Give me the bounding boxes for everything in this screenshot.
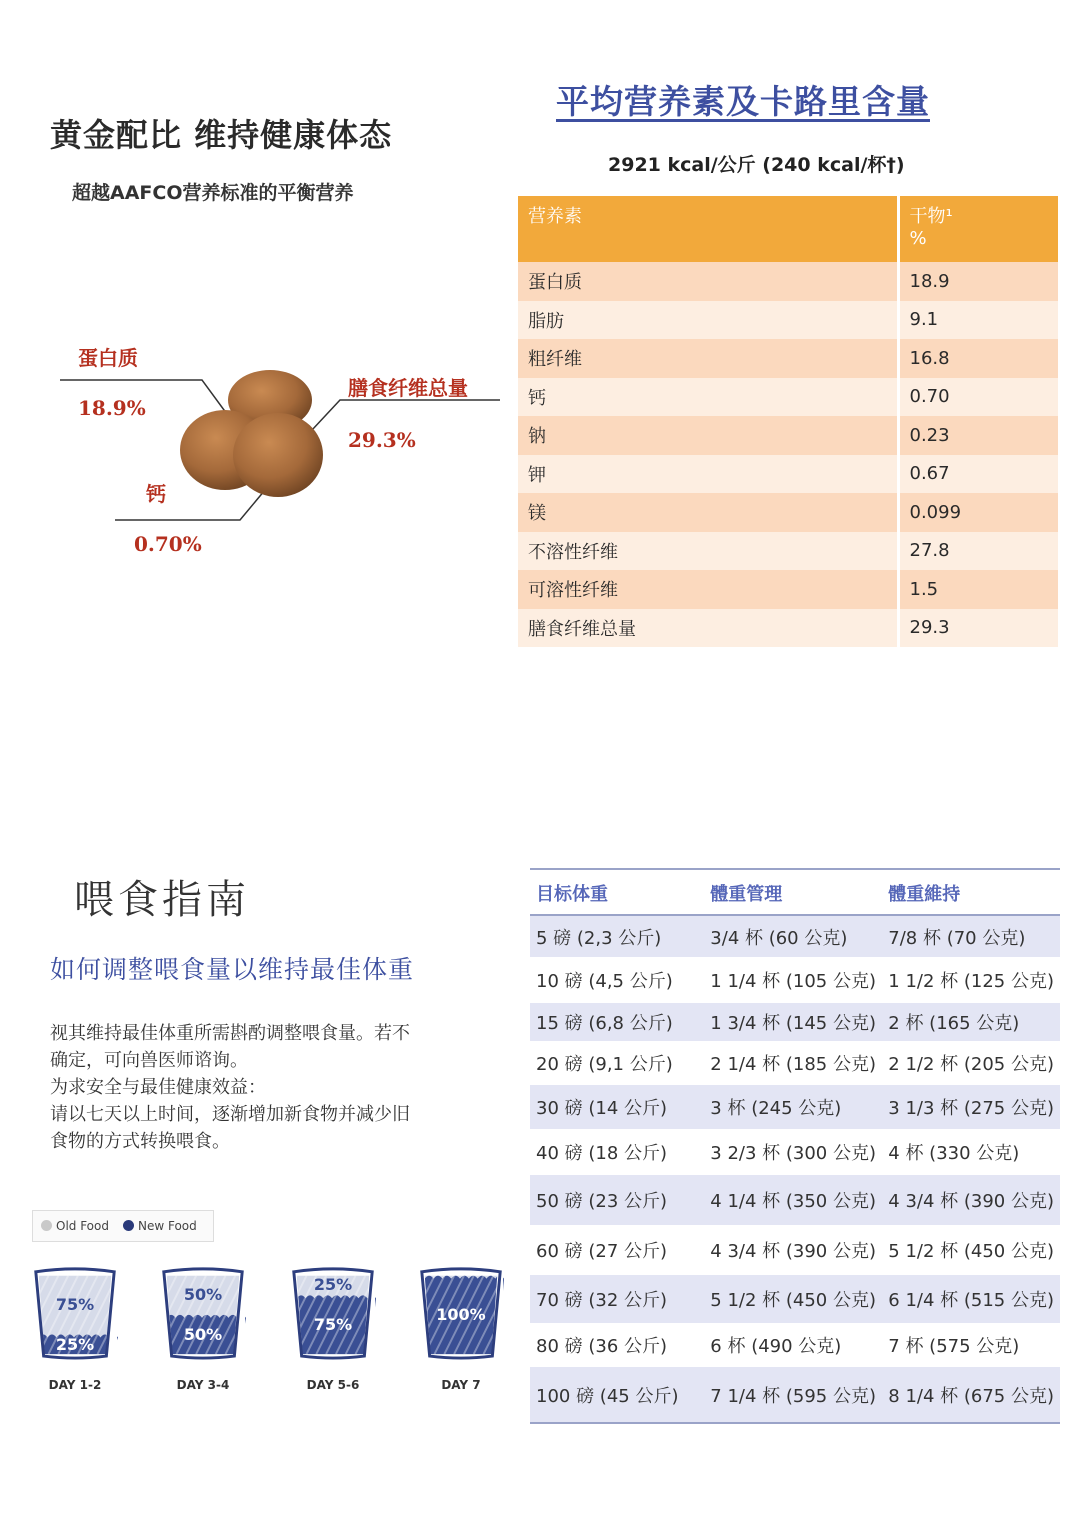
callout-fiber-label: 膳食纤维总量 (348, 376, 468, 400)
nutrient-section-title: 平均营养素及卡路里含量 (556, 82, 930, 121)
weight-management-cell: 1 3/4 杯 (145 公克) (704, 1003, 882, 1041)
transition-bowl-group (290, 1262, 376, 1392)
nutrient-name: 钙 (518, 378, 898, 417)
weight-management-cell: 5 1/2 杯 (450 公克) (704, 1275, 882, 1323)
nutrient-name: 不溶性纤维 (518, 532, 898, 571)
nutrient-name: 镁 (518, 493, 898, 532)
weight-maintenance-cell: 3 1/3 杯 (275 公克) (882, 1085, 1060, 1129)
weight-management-cell: 4 1/4 杯 (350 公克) (704, 1175, 882, 1225)
section-subtitle-aafco: 超越AAFCO营养标准的平衡营养 (72, 182, 354, 204)
dry-matter-header-line2: % (909, 228, 927, 249)
day-label: DAY 1-2 (48, 1378, 102, 1392)
feeding-row (530, 1275, 1060, 1323)
nutrient-value: 0.70 (898, 378, 1058, 417)
nutrient-value: 9.1 (898, 301, 1058, 340)
day-label: DAY 3-4 (176, 1378, 230, 1392)
target-weight-cell: 10 磅 (4,5 公斤) (536, 971, 673, 992)
feeding-row (530, 915, 1060, 957)
feeding-guide-instructions (50, 1020, 510, 1155)
nutrient-row (518, 609, 1058, 648)
weight-maintenance-cell: 2 1/2 杯 (205 公克) (888, 1054, 1054, 1075)
feeding-amount-table (530, 868, 1060, 1424)
feeding-row (530, 1085, 1060, 1129)
target-weight-cell: 100 磅 (45 公斤) (530, 1367, 704, 1423)
target-weight-cell: 80 磅 (36 公斤) (536, 1336, 668, 1357)
legend-old-food (41, 1219, 109, 1233)
food-bowl-icon (160, 1262, 246, 1360)
nutrient-value: 0.23 (898, 416, 1058, 455)
nutrient-name: 钾 (518, 455, 898, 494)
weight-maintenance-cell: 8 1/4 杯 (675 公克) (882, 1367, 1060, 1423)
legend-new-food-label: New Food (138, 1219, 197, 1233)
callout-protein-label: 蛋白质 (78, 346, 138, 370)
callout-calcium-value: 0.70% (134, 532, 202, 556)
callout-protein-value: 18.9% (78, 396, 146, 420)
weight-maintenance-cell: 5 1/2 杯 (450 公克) (888, 1241, 1054, 1262)
feeding-table-body (530, 915, 1060, 1423)
calorie-content: 2921 kcal/公斤 (240 kcal/杯†) (608, 154, 905, 176)
new-food-percent: 75% (313, 1315, 353, 1334)
weight-maintenance-cell: 2 杯 (165 公克) (882, 1003, 1060, 1041)
instruction-line: 食物的方式转换喂食。 (50, 1131, 230, 1152)
weight-management-cell: 7 1/4 杯 (595 公克) (704, 1367, 882, 1423)
nutrient-header: 营养素 (518, 196, 898, 262)
callout-calcium-label: 钙 (146, 482, 166, 506)
instruction-line: 确定，可向兽医师谘询。 (50, 1050, 248, 1071)
target-weight-cell: 15 磅 (6,8 公斤) (530, 1003, 704, 1041)
feeding-guide-title: 喂食指南 (74, 877, 250, 923)
weight-management-cell: 4 3/4 杯 (390 公克) (710, 1241, 877, 1262)
weight-maintenance-cell: 4 3/4 杯 (390 公克) (882, 1175, 1060, 1225)
feeding-row (530, 1225, 1060, 1275)
nutrient-name: 膳食纤维总量 (518, 609, 898, 648)
callout-fiber-value: 29.3% (348, 428, 416, 452)
old-food-percent: 50% (183, 1285, 223, 1304)
weight-maintenance-cell: 7/8 杯 (70 公克) (882, 915, 1060, 957)
nutrient-value: 1.5 (898, 570, 1058, 609)
instruction-line: 请以七天以上时间，逐渐增加新食物并减少旧 (50, 1104, 410, 1125)
food-legend (32, 1210, 214, 1242)
nutrient-row (518, 455, 1058, 494)
nutrient-row (518, 493, 1058, 532)
fiber-callout-line (312, 400, 500, 430)
target-weight-cell: 40 磅 (18 公斤) (536, 1143, 668, 1164)
nutrient-name: 钠 (518, 416, 898, 455)
header-weight-management: 體重管理 (704, 869, 882, 915)
section-title-golden-ratio: 黄金配比 维持健康体态 (50, 116, 393, 154)
nutrient-value: 0.099 (898, 493, 1058, 532)
feeding-row (530, 1129, 1060, 1175)
feeding-row (530, 1367, 1060, 1423)
nutrient-name: 脂肪 (518, 301, 898, 340)
target-weight-cell: 20 磅 (9,1 公斤) (536, 1054, 673, 1075)
weight-management-cell: 3 2/3 杯 (300 公克) (710, 1143, 877, 1164)
transition-bowl-group (32, 1262, 118, 1392)
nutrient-row (518, 416, 1058, 455)
weight-management-cell: 6 杯 (490 公克) (710, 1336, 842, 1357)
transition-bowl-group (160, 1262, 246, 1392)
nutrient-value: 16.8 (898, 339, 1058, 378)
feeding-row (530, 1175, 1060, 1225)
day-label: DAY 7 (441, 1378, 481, 1392)
feeding-guide-subtitle: 如何调整喂食量以维持最佳体重 (50, 955, 415, 984)
legend-new-food (123, 1219, 197, 1233)
nutrient-table (518, 196, 1058, 647)
weight-management-cell: 1 1/4 杯 (105 公克) (710, 971, 877, 992)
nutrient-row (518, 532, 1058, 571)
kibble-callout-figure (60, 330, 510, 570)
weight-management-cell: 2 1/4 杯 (185 公克) (710, 1054, 877, 1075)
target-weight-cell: 5 磅 (2,3 公斤) (530, 915, 704, 957)
nutrient-value: 29.3 (898, 609, 1058, 648)
target-weight-cell: 50 磅 (23 公斤) (530, 1175, 704, 1225)
instruction-line: 为求安全与最佳健康效益： (50, 1077, 266, 1098)
weight-maintenance-cell: 4 杯 (330 公克) (888, 1143, 1020, 1164)
nutrient-name: 可溶性纤维 (518, 570, 898, 609)
weight-management-cell: 3/4 杯 (60 公克) (704, 915, 882, 957)
new-food-percent: 50% (183, 1325, 223, 1344)
old-food-dot-icon (41, 1220, 52, 1231)
nutrient-row (518, 339, 1058, 378)
weight-maintenance-cell: 6 1/4 杯 (515 公克) (882, 1275, 1060, 1323)
dry-matter-header (898, 196, 1058, 262)
header-weight-maintenance: 體重維持 (882, 869, 1060, 915)
weight-management-cell: 3 杯 (245 公克) (704, 1085, 882, 1129)
header-target-weight: 目标体重 (530, 869, 704, 915)
day-label: DAY 5-6 (306, 1378, 360, 1392)
weight-maintenance-cell: 7 杯 (575 公克) (888, 1336, 1020, 1357)
nutrient-value: 18.9 (898, 262, 1058, 301)
dry-matter-header-line1: 干物¹ (909, 206, 953, 227)
new-food-percent: 25% (55, 1335, 95, 1354)
nutrient-value: 27.8 (898, 532, 1058, 571)
target-weight-cell: 70 磅 (32 公斤) (530, 1275, 704, 1323)
feeding-row (530, 957, 1060, 1003)
nutrient-table-body (518, 262, 1058, 647)
calcium-callout-line (115, 490, 265, 520)
legend-old-food-label: Old Food (56, 1219, 109, 1233)
feeding-row (530, 1003, 1060, 1041)
nutrient-value: 0.67 (898, 455, 1058, 494)
nutrient-name: 蛋白质 (518, 262, 898, 301)
nutrient-row (518, 570, 1058, 609)
nutrient-row (518, 301, 1058, 340)
transition-bowl-group (418, 1262, 504, 1392)
weight-maintenance-cell: 1 1/2 杯 (125 公克) (888, 971, 1054, 992)
new-food-dot-icon (123, 1220, 134, 1231)
feeding-row (530, 1323, 1060, 1367)
instruction-line: 视其维持最佳体重所需斟酌调整喂食量。若不 (50, 1023, 410, 1044)
new-food-percent: 100% (436, 1305, 486, 1324)
feeding-row (530, 1041, 1060, 1085)
kibble-piece (233, 413, 323, 497)
old-food-percent: 25% (313, 1275, 353, 1294)
nutrient-name: 粗纤维 (518, 339, 898, 378)
old-food-percent: 75% (55, 1295, 95, 1314)
target-weight-cell: 30 磅 (14 公斤) (530, 1085, 704, 1129)
nutrient-row (518, 378, 1058, 417)
nutrient-row (518, 262, 1058, 301)
target-weight-cell: 60 磅 (27 公斤) (536, 1241, 668, 1262)
